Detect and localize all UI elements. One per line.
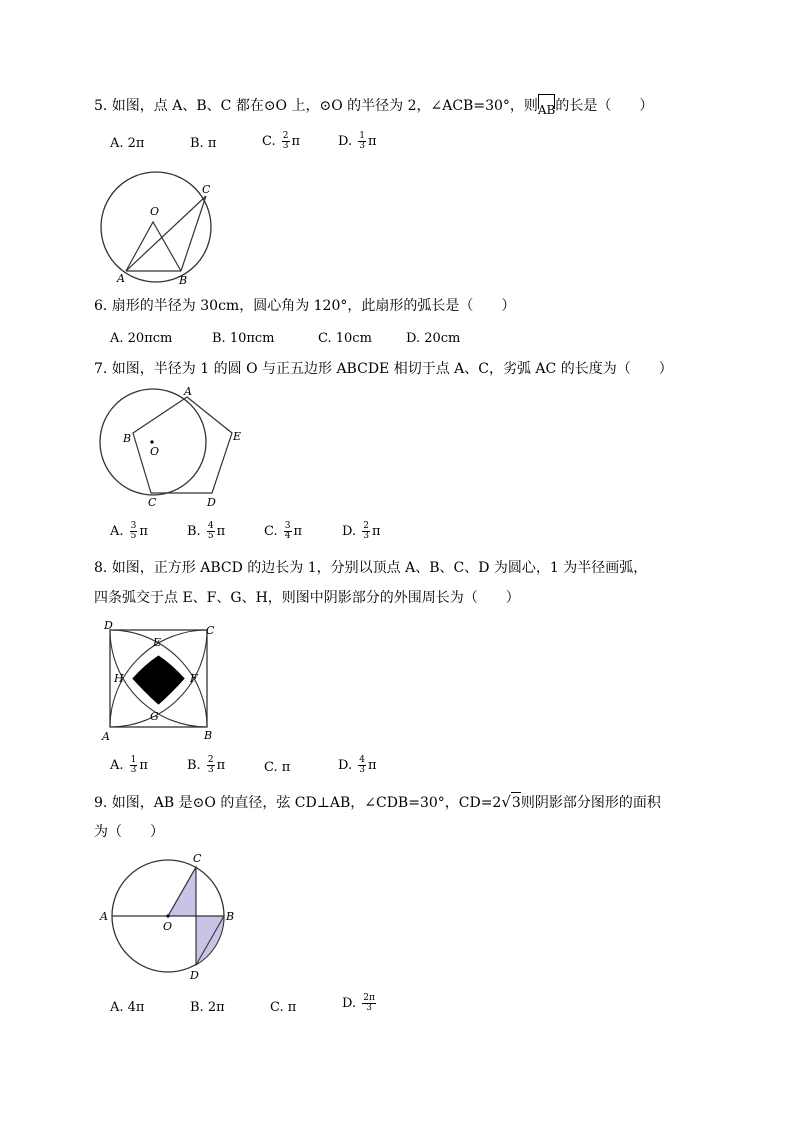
- q8-option-b[interactable]: [187, 756, 225, 776]
- pi: π: [216, 524, 226, 539]
- num: 2π: [363, 993, 375, 1003]
- q8-figure: [98, 618, 228, 748]
- pi: π: [139, 524, 148, 539]
- label: D.: [338, 758, 353, 773]
- q7-option-d[interactable]: [342, 522, 381, 542]
- pi: π: [371, 524, 381, 539]
- fraction: [207, 522, 215, 541]
- q9-option-c[interactable]: C. π: [270, 1000, 297, 1015]
- question-8-stem-line1: 8. 如图，正方形 ABCD 的边长为 1，分别以顶点 A、B、C、D 为圆心，1 为半径画弧，: [94, 560, 648, 576]
- q9-stem-end: 则阴影部分图形的面积: [520, 795, 661, 811]
- q5-option-b[interactable]: B. π: [190, 136, 217, 151]
- fraction: [207, 756, 215, 775]
- question-9-stem: [94, 792, 661, 813]
- q5-option-d[interactable]: [338, 132, 377, 152]
- q9-label-a: A: [100, 910, 108, 923]
- q7-label-d: D: [207, 496, 216, 509]
- q8-label-f: F: [190, 672, 198, 685]
- q6-option-a[interactable]: A. 20πcm: [110, 331, 173, 346]
- q8-label-h: H: [114, 672, 124, 685]
- q8-option-d[interactable]: [338, 756, 377, 776]
- q9-option-b[interactable]: B. 2π: [190, 1000, 225, 1015]
- q9-label-o: O: [163, 920, 173, 933]
- num: 4: [207, 521, 214, 531]
- fraction: [358, 756, 366, 775]
- q5-label-b: B: [179, 274, 188, 287]
- q8-shaded-region: [133, 656, 184, 704]
- q5-figure: [95, 170, 225, 290]
- fraction: [284, 522, 292, 541]
- pi: π: [367, 758, 377, 773]
- q9-root-value: 3: [511, 792, 521, 813]
- label: D.: [342, 996, 357, 1011]
- num: 2: [207, 755, 214, 765]
- q5-opt-c-fraction: [282, 132, 290, 151]
- q7-option-b[interactable]: [187, 522, 225, 542]
- label: B.: [187, 758, 201, 773]
- label: A.: [110, 524, 124, 539]
- arc-ab-label: AB: [538, 96, 555, 120]
- fraction: [130, 756, 138, 775]
- arc-ab-notation: [538, 96, 555, 120]
- den: 3: [207, 765, 214, 775]
- q7-label-e: E: [233, 430, 242, 443]
- q9-figure: [95, 848, 255, 988]
- num: 1: [130, 755, 137, 765]
- q6-option-c[interactable]: C. 10cm: [318, 331, 372, 346]
- den: 5: [207, 531, 214, 541]
- pi: π: [139, 758, 148, 773]
- q8-label-a: A: [102, 730, 110, 743]
- q5-option-c[interactable]: [262, 132, 300, 152]
- q7-figure: [95, 385, 265, 515]
- q6-option-b[interactable]: B. 10πcm: [212, 331, 275, 346]
- q8-option-a[interactable]: [110, 756, 148, 776]
- question-8-stem-line2: 四条弧交于点 E、F、G、H，则图中阴影部分的外围周长为（ ）: [94, 590, 520, 606]
- den: 3: [366, 1003, 372, 1013]
- q9-label-c: C: [193, 852, 202, 865]
- pi: π: [216, 758, 226, 773]
- num: 2: [363, 521, 369, 531]
- q5-stem-end: 的长是（ ）: [555, 98, 654, 114]
- num: 3: [130, 521, 137, 531]
- question-9-stem-line2: 为（ ）: [94, 824, 164, 840]
- q7-label-o: O: [150, 445, 160, 458]
- q7-option-c[interactable]: [264, 522, 302, 542]
- den: 3: [359, 141, 365, 151]
- pi: π: [291, 134, 301, 149]
- q9-label-b: B: [226, 910, 235, 923]
- q5-stem-text: 5. 如图，点 A、B、C 都在⊙O 上，⊙O 的半径为 2，∠ACB=30°，则: [94, 98, 538, 114]
- den: 3: [282, 141, 289, 151]
- pi: π: [367, 134, 377, 149]
- q9-option-a[interactable]: A. 4π: [110, 1000, 145, 1015]
- fraction: [130, 522, 138, 541]
- q5-label-o: O: [150, 205, 160, 218]
- question-7-stem: 7. 如图，半径为 1 的圆 O 与正五边形 ABCDE 相切于点 A、C，劣弧 AC 的长度为（ ）: [94, 361, 673, 377]
- q8-label-d: D: [104, 619, 113, 632]
- q8-label-g: G: [150, 710, 159, 723]
- q7-pentagon: [133, 397, 232, 493]
- num: 4: [359, 755, 365, 765]
- q7-label-c: C: [148, 496, 157, 509]
- q9-option-d[interactable]: [342, 994, 378, 1014]
- den: 5: [130, 531, 137, 541]
- num: 3: [284, 521, 291, 531]
- label: B.: [187, 524, 201, 539]
- pi: π: [293, 524, 303, 539]
- fraction: [362, 522, 370, 541]
- q7-option-a[interactable]: [110, 522, 148, 542]
- q7-center-dot: [150, 440, 153, 443]
- q7-label-b: B: [123, 432, 132, 445]
- q9-stem-text: 9. 如图，AB 是⊙O 的直径，弦 CD⊥AB，∠CDB=30°，CD=2: [94, 795, 502, 811]
- den: 3: [363, 531, 369, 541]
- q8-option-c[interactable]: C. π: [264, 760, 291, 775]
- den: 4: [284, 531, 291, 541]
- num: 2: [282, 131, 289, 141]
- q5-opt-c-label: C.: [262, 134, 276, 149]
- label: D.: [342, 524, 357, 539]
- den: 3: [359, 765, 365, 775]
- q9-label-d: D: [190, 969, 199, 982]
- label: C.: [264, 524, 278, 539]
- num: 1: [359, 131, 365, 141]
- q8-label-c: C: [206, 624, 215, 637]
- fraction: [362, 994, 376, 1013]
- q8-label-e: E: [153, 636, 162, 649]
- question-6-stem: 6. 扇形的半径为 30cm，圆心角为 120°，此扇形的弧长是（ ）: [94, 298, 516, 314]
- q5-opt-d-label: D.: [338, 134, 353, 149]
- den: 3: [130, 765, 137, 775]
- q5-label-c: C: [202, 183, 211, 196]
- q5-option-a[interactable]: A. 2π: [110, 136, 145, 151]
- q5-opt-d-fraction: [358, 132, 366, 151]
- label: A.: [110, 758, 124, 773]
- q8-label-b: B: [204, 729, 213, 742]
- question-5-stem: [94, 96, 653, 120]
- sqrt-icon: √: [501, 793, 511, 811]
- q9-center-dot: [166, 914, 169, 917]
- q5-label-a: A: [117, 272, 125, 285]
- q6-option-d[interactable]: D. 20cm: [406, 331, 461, 346]
- q7-label-a: A: [184, 385, 192, 398]
